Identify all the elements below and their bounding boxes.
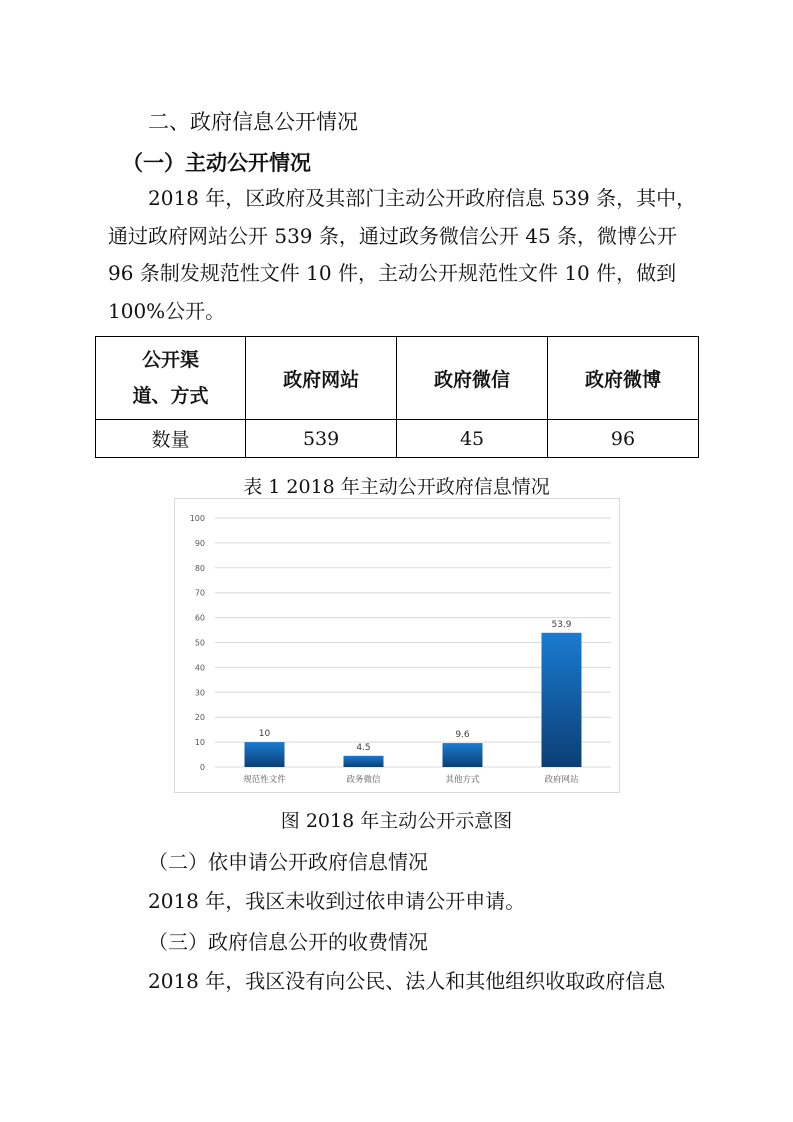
header-line: 公开渠: [142, 349, 200, 371]
y-tick-label: 40: [194, 663, 205, 673]
y-tick-label: 70: [194, 588, 205, 598]
table-cell: 96: [548, 420, 699, 458]
paragraph-line-3: 96 条制发规范性文件 10 件，主动公开规范性文件 10 件，做到: [108, 261, 677, 285]
y-tick-label: 20: [194, 713, 205, 723]
table-cell: 数量: [96, 420, 246, 458]
x-tick-label: 其他方式: [445, 775, 480, 785]
table-header-cell: 政府微博: [548, 337, 699, 420]
table-header-cell: 政府网站: [246, 337, 397, 420]
data-label: 9.6: [455, 730, 470, 741]
y-tick-label: 60: [194, 613, 205, 623]
y-tick-label: 0: [199, 763, 205, 772]
y-tick-label: 10: [194, 738, 205, 748]
chart-caption: 图 2018 年主动公开示意图: [280, 810, 513, 832]
data-label: 10: [258, 729, 271, 740]
y-tick-label: 80: [194, 563, 205, 573]
paragraph-fee: 2018 年，我区没有向公民、法人和其他组织收取政府信息: [148, 969, 666, 993]
paragraph-line-1: 2018 年，区政府及其部门主动公开政府信息 539 条，其中，: [148, 186, 697, 210]
table-header-cell: 政府微信: [397, 337, 548, 420]
data-label: 4.5: [356, 742, 371, 753]
table-row: [96, 420, 699, 458]
section-heading: 二、政府信息公开情况: [148, 110, 358, 134]
data-label: 53.9: [551, 619, 572, 630]
x-tick-label: 政府网站: [544, 775, 579, 785]
paragraph-active: [108, 180, 708, 330]
y-tick-label: 90: [194, 538, 205, 548]
paragraph-request: 2018 年，我区未收到过依申请公开申请。: [148, 889, 526, 913]
x-tick-label: 政务微信: [346, 775, 381, 785]
table-cell: 45: [397, 420, 548, 458]
subsection-heading-active: （一）主动公开情况: [122, 151, 311, 175]
y-tick-label: 30: [194, 688, 205, 698]
subsection-heading-fee: （三）政府信息公开的收费情况: [148, 930, 428, 954]
subsection-heading-request: （二）依申请公开政府信息情况: [148, 850, 428, 874]
y-tick-label: 50: [194, 638, 205, 648]
x-tick-label: 规范性文件: [243, 775, 286, 785]
y-tick-label: 100: [189, 514, 205, 523]
paragraph-line-2: 通过政府网站公开 539 条，通过政务微信公开 45 条，微博公开: [108, 223, 678, 248]
table-header-cell: [96, 337, 246, 420]
bar: [542, 633, 582, 767]
chart-svg: [175, 499, 619, 792]
table-cell: 539: [246, 420, 397, 458]
channels-table: [95, 336, 699, 458]
bar: [245, 742, 285, 767]
bar: [344, 756, 384, 767]
table-caption: 表 1 2018 年主动公开政府信息情况: [243, 476, 550, 498]
bar-chart: [174, 498, 620, 793]
paragraph-line-4: 100%公开。: [108, 298, 226, 323]
bar: [443, 743, 483, 767]
table-header-row: [96, 337, 699, 420]
header-line: 道、方式: [132, 385, 209, 407]
